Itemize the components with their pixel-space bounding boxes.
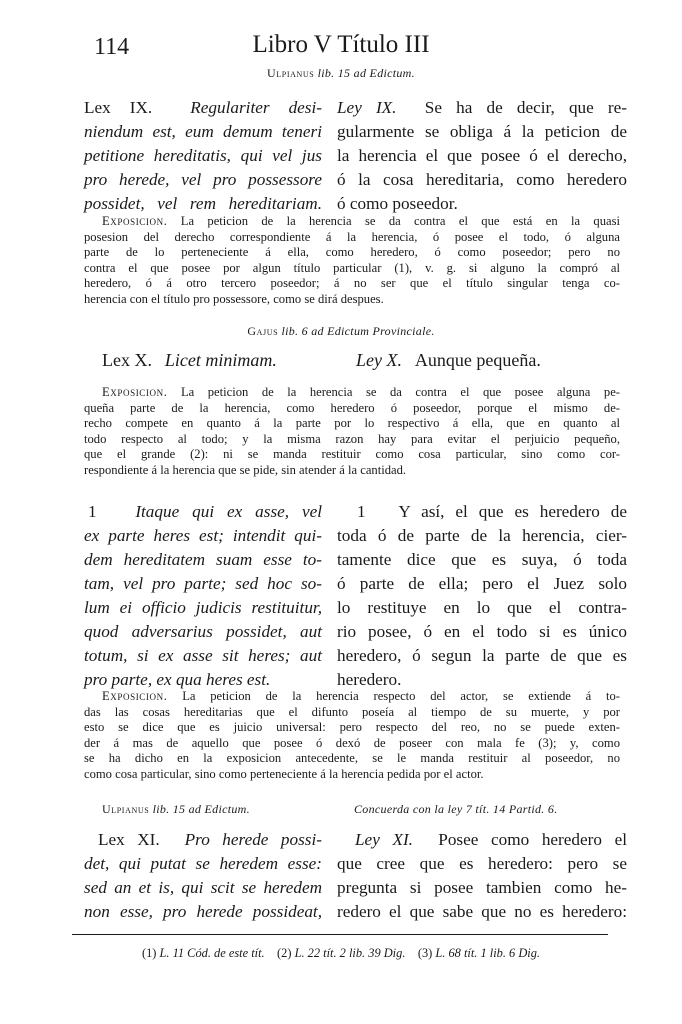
exposicion-line: contra el que posee por algun título particular (1), v. g. si alguno la compró al: [84, 260, 620, 275]
latin-line: pro herede, vel pro possessore: [84, 170, 322, 189]
paragraph-1-latin: [84, 500, 322, 692]
exposicion-line: La peticion de la herencia se da contra el que está en la quasi: [180, 214, 620, 228]
exposicion-line: herencia con el título pro possessore, como se dirá despues.: [84, 291, 384, 306]
attribution-author: Ulpianus: [267, 66, 315, 80]
paragraph-1-spanish: [337, 500, 627, 692]
latin-line: quod adversarius possidet, aut: [84, 622, 322, 641]
ley-ix-spanish: [337, 96, 627, 216]
footnote-mark: (2): [277, 946, 292, 960]
lex-x-label: Lex X.: [102, 350, 152, 370]
latin-line: ex parte heres est; intendit qui-: [84, 526, 322, 545]
footnote-mark: (1): [141, 946, 157, 960]
exposicion-line: La peticion de la herencia respecto del actor, se extiende á to-: [182, 689, 620, 703]
spanish-line: ó parte de ella; pero el Juez solo: [337, 574, 627, 593]
footnote-1: [142, 946, 265, 960]
ley-ix-label: Ley IX.: [337, 98, 397, 117]
spanish-line: heredero.: [337, 670, 402, 689]
footnote-mark: (3): [417, 946, 433, 960]
latin-line: non esse, pro herede possideat,: [84, 902, 322, 921]
latin-line: det, qui putat se heredem esse:: [84, 854, 322, 873]
spanish-line: redero el que sabe que no es heredero:: [337, 902, 627, 921]
ley-x-text: Aunque pequeña.: [414, 350, 541, 370]
spanish-line: Posee como heredero el: [438, 830, 627, 849]
exposicion-line: como cosa particular, sino como perteneciente á la herencia pedida por el actor.: [84, 766, 484, 781]
running-title: Libro V Título III: [252, 31, 430, 58]
concordance-note: Concuerda con la ley 7 tít. 14 Partid. 6.: [354, 802, 558, 816]
ley-x-spanish: [356, 348, 541, 373]
lex-x-text: Licet minimam.: [164, 350, 277, 370]
paragraph-number: 1: [357, 502, 366, 521]
latin-line: tam, vel pro parte; sed hoc so-: [84, 574, 322, 593]
attribution-ref: lib. 6 ad Edictum Provinciale.: [281, 324, 435, 338]
exposicion-label: Exposicion.: [102, 385, 168, 399]
footnote-rule: [72, 934, 608, 935]
exposicion-line: que el grande (2): ni se manda restituir como cosa particular, sino como cor-: [84, 447, 620, 462]
exposicion-line: heredero, ó á otro tercero poseedor; á no ser que el título singular tenga co-: [84, 276, 620, 291]
exposicion-line: todo respecto al todo; y la misma razon hay para evitar el perjuicio pequeño,: [84, 431, 620, 446]
spanish-line: gularmente se obliga á la peticion de: [337, 122, 627, 141]
exposicion-1: [84, 214, 620, 308]
latin-line: Regulariter desi-: [190, 98, 322, 117]
page-number: 114: [94, 34, 130, 60]
attribution-ulpianus-2: [102, 802, 250, 817]
exposicion-line: parte de lo perteneciente á ella, como heredero, ó como poseedor; pero no: [84, 245, 620, 260]
attribution-author: Ulpianus: [102, 802, 150, 816]
exposicion-label: Exposicion.: [102, 689, 168, 703]
exposicion-line: posesion del derecho correspondiente á la herencia, ó posee el todo, ó alguna: [84, 229, 620, 244]
latin-line: pro parte, ex qua heres est.: [84, 670, 271, 689]
spanish-line: Se ha de decir, que re-: [424, 98, 627, 117]
spanish-line: ó como poseedor.: [337, 194, 458, 213]
spanish-line: rio posee, ó en el todo si es único: [337, 622, 627, 641]
spanish-line: Y así, el que es heredero de: [398, 502, 628, 521]
exposicion-line: La peticion de la herencia se da contra el que posee alguna pe-: [180, 385, 620, 399]
spanish-line: que cree que es heredero: pero se: [337, 854, 627, 873]
latin-line: niendum est, eum demum teneri: [84, 122, 322, 141]
attribution-ref: lib. 15 ad Edictum.: [317, 66, 415, 80]
lex-ix-latin: [84, 96, 322, 216]
exposicion-line: se ha dicho en la exposicion antecedente, se le manda restituir al poseedor, no: [84, 751, 620, 766]
spanish-line: lo restituye en lo que el contra-: [337, 598, 627, 617]
spanish-line: pregunta si posee tambien como he-: [337, 878, 627, 897]
footnote-text: L. 11 Cód. de este tít.: [159, 946, 265, 960]
spanish-line: ó la cosa hereditaria, como heredero: [337, 170, 627, 189]
spanish-line: heredero, ó segun la parte de que es: [337, 646, 627, 665]
exposicion-line: respondiente á la herencia que se pide, sin atender á la cantidad.: [84, 462, 407, 477]
lex-ix-label: Lex IX.: [84, 98, 153, 117]
latin-line: dem hereditatem suam esse to-: [84, 550, 322, 569]
attribution-ref: lib. 15 ad Edictum.: [152, 802, 250, 816]
exposicion-line: der á mas de aquello que posee ó dexó de poseer con mala fe (3); y, como: [84, 735, 620, 750]
footnotes: [0, 946, 682, 961]
attribution-gajus: [0, 324, 682, 339]
latin-line: possidet, vel rem hereditariam.: [84, 194, 322, 213]
lex-xi-latin: [84, 828, 322, 924]
exposicion-line: das las cosas hereditarias que el difunto poseía al tiempo de su muerte, y por: [84, 704, 620, 719]
paragraph-number: 1: [88, 502, 97, 521]
exposicion-line: queña parte de la herencia, como heredero ó poseedor, porque el mismo de-: [84, 400, 620, 415]
footnote-text: L. 68 tít. 1 lib. 6 Dig.: [435, 946, 541, 960]
exposicion-line: esto se dice que es juicio universal: pero respecto del reo, no se puede exten-: [84, 720, 620, 735]
spanish-line: tamente dice que es suya, ó toda: [337, 550, 627, 569]
footnote-3: [418, 946, 540, 960]
footnote-2: [277, 946, 405, 960]
latin-line: sed an et is, qui scit se heredem: [84, 878, 322, 897]
latin-line: Pro herede possi-: [184, 830, 322, 849]
exposicion-label: Exposicion.: [102, 214, 168, 228]
latin-line: lum ei officio judicis restituitur,: [84, 598, 322, 617]
ley-xi-label: Ley XI.: [355, 830, 413, 849]
ley-xi-spanish: [337, 828, 627, 924]
exposicion-line: recho compete en quanto á la parte por lo respectivo á ella, que en quanto al: [84, 416, 620, 431]
exposicion-2: [84, 385, 620, 479]
ley-x-label: Ley X.: [356, 350, 402, 370]
latin-line: petitione hereditatis, qui vel jus: [84, 146, 322, 165]
spanish-line: toda ó de parte de la herencia, cier-: [337, 526, 627, 545]
attribution-author: Gajus: [247, 324, 279, 338]
exposicion-3: [84, 689, 620, 783]
lex-x-latin: [102, 348, 277, 373]
spanish-line: la herencia el que posee ó el derecho,: [337, 146, 627, 165]
attribution-ulpianus-1: [0, 66, 682, 81]
latin-line: Itaque qui ex asse, vel: [135, 502, 322, 521]
lex-xi-label: Lex XI.: [98, 830, 160, 849]
footnote-text: L. 22 tít. 2 lib. 39 Dig.: [294, 946, 406, 960]
latin-line: totum, si ex asse sit heres; aut: [84, 646, 322, 665]
